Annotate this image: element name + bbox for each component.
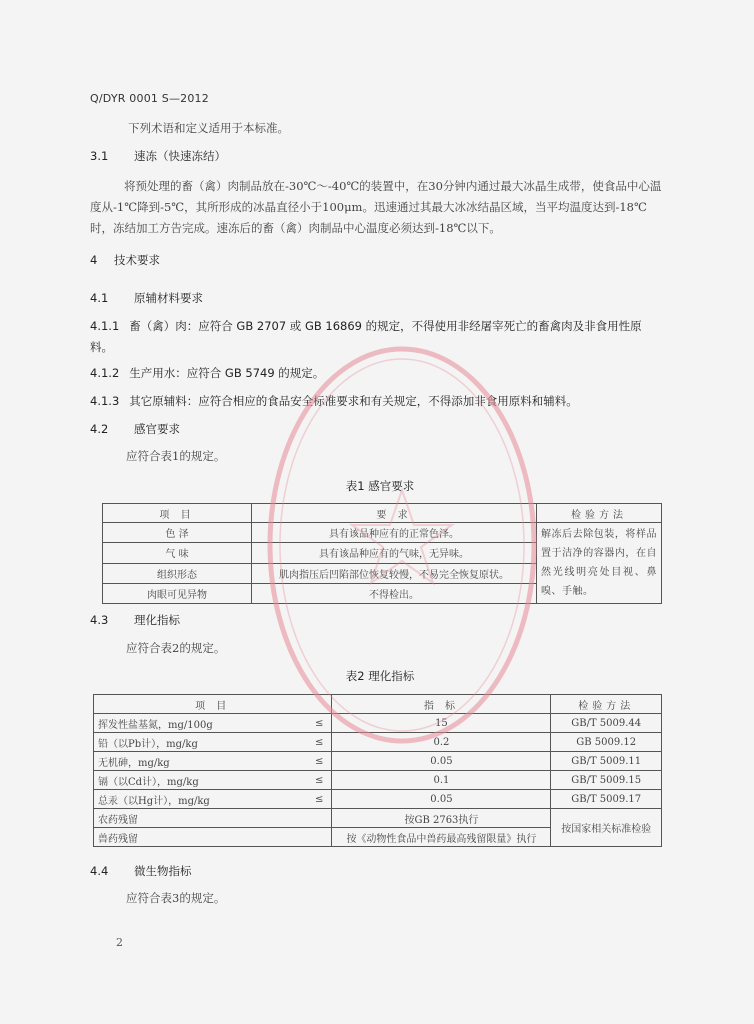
section-3-1-heading [90, 148, 226, 164]
section-number: 4.1 [90, 291, 109, 305]
section-3-1-text: 将预处理的畜（禽）肉制品放在-30℃～-40℃的装置中，在30分钟内通过最大冰晶生成带，使食品中心温度从-1℃降到-5℃，其所形成的冰晶直径小于100μm。迅速通过其最大冰冰结晶区域，当平均温度达到-18℃时，冻结加工方告完成。速冻后的畜（禽）肉制品中心温度必须达到-18℃以下。 [90, 179, 662, 235]
table-row [94, 771, 662, 790]
section-title: 技术要求 [114, 253, 160, 267]
table-cell: 气 味 [103, 543, 252, 563]
section-4-1-3 [90, 393, 578, 409]
table-cell: 色 泽 [103, 523, 252, 543]
table-cell-value: 0.05 [332, 752, 551, 771]
section-title: 速冻（快速冻结） [134, 149, 226, 163]
section-4-1-heading [90, 290, 203, 306]
table-cell: 具有该品种应有的气味，无异味。 [252, 543, 537, 563]
table-cell: 镉（以Cd计），mg/kg [94, 771, 280, 790]
section-number: 3.1 [90, 149, 109, 163]
table-cell-operator: ≤ [279, 771, 332, 790]
table-cell-method: GB/T 5009.15 [551, 771, 662, 790]
table-cell-value: 按《动物性食品中兽药最高残留限量》执行 [332, 828, 551, 847]
table-cell: 肌肉指压后凹陷部位恢复较慢，不易完全恢复原状。 [252, 563, 537, 583]
table-cell-value: 0.1 [332, 771, 551, 790]
table-header-method: 检验方法 [551, 695, 662, 714]
table-cell-operator: ≤ [279, 733, 332, 752]
clause-text: 其它原辅料：应符合相应的食品安全标准要求和有关规定，不得添加非食用原料和辅料。 [129, 394, 578, 408]
table-2-physicochemical [93, 694, 662, 847]
document-code: Q/DYR 0001 S—2012 [90, 92, 209, 105]
table-cell-value: 15 [332, 714, 551, 733]
section-title: 原辅材料要求 [134, 291, 203, 305]
section-4-1-2 [90, 365, 324, 381]
table-cell-method: GB/T 5009.44 [551, 714, 662, 733]
table-cell: 无机砷，mg/kg [94, 752, 280, 771]
section-title: 感官要求 [134, 422, 180, 436]
clause-text: 畜（禽）肉：应符合 GB 2707 或 GB 16869 的规定，不得使用非经屠宰死亡的畜禽肉及非食用性原料。 [90, 319, 642, 354]
table-cell-value: 0.2 [332, 733, 551, 752]
section-4-4-text: 应符合表3的规定。 [126, 891, 226, 905]
table-cell: 农药残留 [94, 809, 332, 828]
table-cell-value: 按GB 2763执行 [332, 809, 551, 828]
clause-number: 4.1.3 [90, 394, 120, 408]
section-title: 微生物指标 [134, 864, 192, 878]
table-1-caption: 表1 感官要求 [345, 479, 415, 493]
section-4-1-1 [90, 316, 664, 358]
table-header-index: 指 标 [332, 695, 551, 714]
clause-text: 生产用水：应符合 GB 5749 的规定。 [129, 366, 325, 380]
table-cell-value: 0.05 [332, 790, 551, 809]
table-cell-operator: ≤ [279, 714, 332, 733]
table-cell-operator: ≤ [279, 752, 332, 771]
table-cell-method: GB/T 5009.17 [551, 790, 662, 809]
table-1-sensory [102, 503, 662, 604]
table-row [94, 790, 662, 809]
section-4-heading [90, 252, 160, 268]
table-cell-operator: ≤ [279, 790, 332, 809]
table-row [103, 523, 662, 543]
table-cell-method: GB/T 5009.11 [551, 752, 662, 771]
section-4-2-text: 应符合表1的规定。 [126, 449, 226, 463]
clause-number: 4.1.2 [90, 366, 120, 380]
table-row [94, 809, 662, 828]
table-cell: 不得检出。 [252, 583, 537, 603]
section-title: 理化指标 [134, 613, 180, 627]
section-number: 4.4 [90, 864, 109, 878]
table-cell: 兽药残留 [94, 828, 332, 847]
table-cell-method: 解冻后去除包装，将样品置于洁净的容器内，在自然光线明亮处目视、鼻嗅、手触。 [537, 523, 662, 604]
table-header-method: 检验方法 [537, 504, 662, 523]
table-cell: 铅（以Pb计），mg/kg [94, 733, 280, 752]
table-header-item: 项 目 [94, 695, 332, 714]
table-cell-method-merged: 按国家相关标准检验 [551, 809, 662, 847]
section-4-4-heading [90, 863, 192, 879]
section-number: 4.2 [90, 422, 109, 436]
intro-text: 下列术语和定义适用于本标准。 [128, 121, 289, 135]
section-number: 4.3 [90, 613, 109, 627]
clause-number: 4.1.1 [90, 319, 120, 333]
section-4-3-heading [90, 612, 180, 628]
table-row [94, 714, 662, 733]
page-number: 2 [116, 936, 123, 949]
table-cell: 具有该品种应有的正常色泽。 [252, 523, 537, 543]
table-cell: 挥发性盐基氮，mg/100g [94, 714, 280, 733]
table-row [94, 752, 662, 771]
section-4-3-text: 应符合表2的规定。 [126, 641, 226, 655]
table-cell: 总汞（以Hg计），mg/kg [94, 790, 280, 809]
table-row [94, 733, 662, 752]
table-header-item: 项 目 [103, 504, 252, 523]
table-header-row [94, 695, 662, 714]
section-number: 4 [90, 253, 98, 267]
table-cell: 肉眼可见异物 [103, 583, 252, 603]
section-4-2-heading [90, 421, 180, 437]
table-cell: 组织形态 [103, 563, 252, 583]
table-header-row [103, 504, 662, 523]
table-header-requirement: 要 求 [252, 504, 537, 523]
table-cell-method: GB 5009.12 [551, 733, 662, 752]
table-2-caption: 表2 理化指标 [345, 669, 415, 683]
